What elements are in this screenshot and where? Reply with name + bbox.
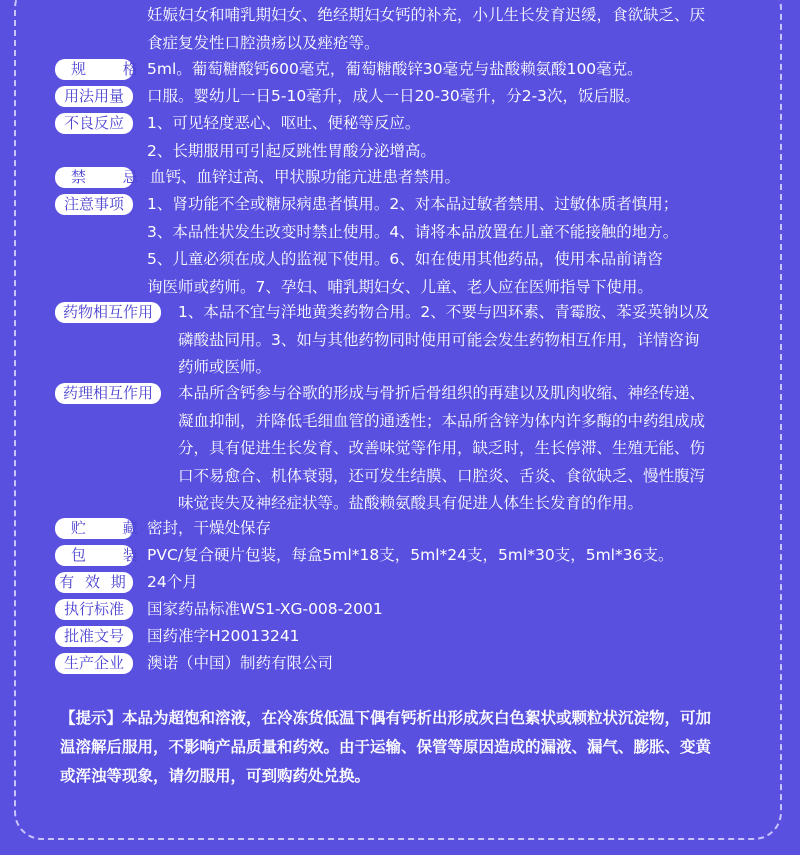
text-line: 2、长期服用可引起反跳性胃酸分泌增高。 (147, 141, 436, 160)
text-line: 食症复发性口腔溃疡以及痤疮等。 (147, 33, 380, 52)
label-usage: 用法用量 (55, 86, 133, 107)
storage-text (147, 515, 271, 543)
label-adverse: 不良反应 (55, 113, 133, 134)
notice-line: 温溶解后服用，不影响产品质量和药效。由于运输、保管等原因造成的漏液、漏气、膨胀、变黄 (60, 738, 712, 756)
notice-text (60, 704, 770, 791)
adverse-text (147, 110, 436, 165)
manufacturer-text (147, 650, 333, 678)
indications-text (147, 2, 705, 57)
interactions-text (178, 299, 709, 382)
text-line: 味觉丧失及神经症状等。盐酸赖氨酸具有促进人体生长发育的作用。 (178, 494, 644, 512)
usage-text (147, 83, 640, 111)
text-line: 国药准字H20013241 (147, 627, 300, 645)
label-storage: 贮 藏 (55, 518, 133, 539)
text-line: 药师或医师。 (178, 358, 272, 376)
text-line: 询医师或药师。7、孕妇、哺乳期妇女、儿童、老人应在医师指导下使用。 (147, 277, 653, 296)
text-line: 血钙、血锌过高、甲状腺功能亢进患者禁用。 (150, 168, 461, 186)
package-text (147, 542, 673, 570)
text-line: 24个月 (147, 573, 198, 591)
text-line: 妊娠妇女和哺乳期妇女、绝经期妇女钙的补充，小儿生长发育迟缓，食欲缺乏、厌 (147, 6, 706, 24)
text-line: 5、儿童必须在成人的监视下使用。6、如在使用其他药品，使用本品前请咨 (147, 250, 663, 268)
label-package: 包 装 (55, 545, 133, 566)
text-line: 凝血抑制，并降低毛细血管的通透性；本品所含锌为体内许多酶的中药组成成 (178, 411, 706, 430)
text-line: PVC/复合硬片包装，每盒5ml*18支，5ml*24支，5ml*30支，5ml*36支。 (147, 546, 674, 564)
pharmacology-text (178, 380, 705, 518)
spec-text (147, 56, 643, 84)
text-line: 磷酸盐同用。3、如与其他药物同时使用可能会发生药物相互作用，详情咨询 (178, 330, 700, 349)
label-cautions: 注意事项 (55, 194, 133, 215)
text-line: 1、肾功能不全或糖尿病患者慎用。2、对本品过敏者禁用、过敏体质者慎用； (147, 195, 679, 213)
text-line: 本品所含钙参与谷歌的形成与骨折后骨组织的再建以及肌肉收缩、神经传递、 (178, 384, 706, 402)
label-contraindications: 禁 忌 (55, 167, 133, 188)
label-spec: 规 格 (55, 59, 133, 80)
label-interactions: 药物相互作用 (55, 302, 161, 323)
label-validity: 有 效 期 (55, 572, 133, 593)
text-line: 澳诺（中国）制药有限公司 (147, 654, 334, 672)
notice-line: 或浑浊等现象，请勿服用，可到购药处兑换。 (60, 767, 371, 785)
text-line: 3、本品性状发生改变时禁止使用。4、请将本品放置在儿童不能接触的地方。 (147, 222, 679, 241)
text-line: 口不易愈合、机体衰弱，还可发生结膜、口腔炎、舌炎、食欲缺乏、慢性腹泻 (178, 466, 706, 485)
label-standard: 执行标准 (55, 599, 133, 620)
standard-text (147, 596, 383, 624)
label-pharmacology: 药理相互作用 (55, 383, 161, 404)
contraindications-text (150, 164, 460, 192)
text-line: 密封，干燥处保存 (147, 519, 272, 537)
text-line: 国家药品标准WS1-XG-008-2001 (147, 600, 383, 618)
label-approval: 批准文号 (55, 626, 133, 647)
text-line: 5ml。葡萄糖酸钙600毫克，葡萄糖酸锌30毫克与盐酸赖氨酸100毫克。 (147, 60, 643, 78)
cautions-text (147, 191, 678, 301)
text-line: 1、可见轻度恶心、呕吐、便秘等反应。 (147, 114, 421, 132)
notice-line: 【提示】本品为超饱和溶液，在冷冻货低温下偶有钙析出形成灰白色絮状或颗粒状沉淀物，可加 (60, 709, 712, 727)
label-manufacturer: 生产企业 (55, 653, 133, 674)
approval-text (147, 623, 300, 651)
text-line: 分，具有促进生长发育、改善味觉等作用，缺乏时，生长停滞、生殖无能、伤 (178, 439, 706, 457)
text-line: 口服。婴幼儿一日5-10毫升，成人一日20-30毫升，分2-3次，饭后服。 (147, 87, 641, 105)
text-line: 1、本品不宜与洋地黄类药物合用。2、不要与四环素、青霉胺、苯妥英钠以及 (178, 303, 710, 321)
validity-text (147, 569, 198, 597)
